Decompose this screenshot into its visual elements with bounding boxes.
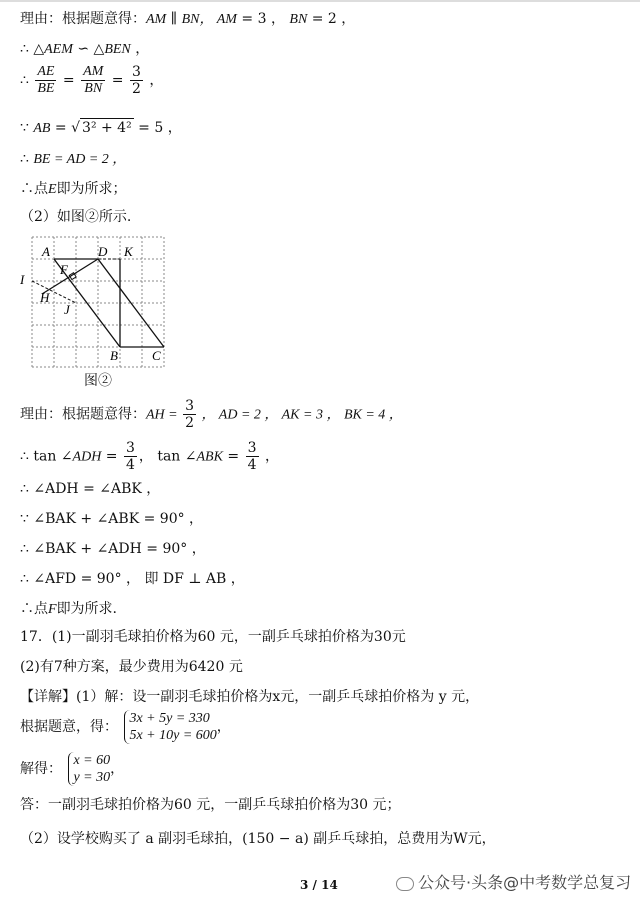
segment-dc <box>98 259 164 347</box>
part2-line: （2）如图②所示. <box>20 209 132 225</box>
label-h: H <box>40 290 50 305</box>
ratio-line: ∴ $\frac{AE}{BE}$ = $\frac{AM}{BN}$ = $\frac{3}{2}$ ， <box>20 64 164 97</box>
label-i: I <box>20 272 25 287</box>
point-e-line: ∴点E即为所求； <box>20 181 127 197</box>
label-k: K <box>124 244 133 259</box>
equal-angles-line: ∴ ∠ADH = ∠ABK ， <box>20 481 161 497</box>
label-j: J <box>64 302 70 317</box>
label-d: D <box>98 244 108 259</box>
system-1: 根据题意，得： 3x + 5y = 330 5x + 10y = 600 ， <box>20 711 231 743</box>
sum-90-line: ∴ ∠BAK + ∠ADH = 90° ， <box>20 541 206 557</box>
reason-line-2: 理由：根据题意得：AH = $\frac{3}{2}$ ， AD = 2 ， AK = 3 ， BK = 4 ， <box>20 398 403 431</box>
reason-line-1: 理由：根据题意得：AM ∥ BN， AM = 3 ， BN = 2 ， <box>20 11 356 27</box>
answer-line: 答：一副羽毛球拍价格为60 元，一副乒乓球拍价格为30 元； <box>20 797 401 813</box>
label-b: B <box>110 348 118 363</box>
tan-line: ∴ tan ∠ADH = $\frac{3}{4}$ ， tan ∠ABK = $\frac{3}{4}$ ， <box>20 440 279 473</box>
figure-2 <box>20 232 180 392</box>
watermark: 公众号·头条@中考数学总复习 <box>396 870 631 893</box>
top-rule <box>0 0 640 2</box>
label-a: A <box>42 244 50 259</box>
be-line: ∴ BE = AD = 2 ， <box>20 151 127 167</box>
since-90-line: ∵ ∠BAK + ∠ABK = 90° ， <box>20 511 204 527</box>
q17-answer-2: (2)有7种方案，最少费用为6420 元 <box>20 659 243 675</box>
detail-line: 【详解】(1）解：设一副羽毛球拍价格为x元，一副乒乓球拍价格为 y 元， <box>20 689 480 705</box>
ab-line: ∵ AB = √ 3² + 4² = 5 ， <box>20 120 182 136</box>
q17-answer-1: 17．(1)一副羽毛球拍价格为60 元，一副乒乓球拍价格为30元 <box>20 629 406 645</box>
wechat-icon <box>396 877 414 891</box>
figure-caption: 图② <box>84 373 112 389</box>
segment-ij <box>32 281 76 303</box>
page-number: 3 / 14 <box>300 878 338 892</box>
similar-triangles-line: ∴ △AEM ∽ △BEN ， <box>20 41 150 57</box>
label-c: C <box>152 348 161 363</box>
label-f: F <box>60 262 68 277</box>
system-2: 解得： x = 60 y = 30 ， <box>20 753 125 785</box>
part2b-line: （2）设学校购买了 a 副羽毛球拍，(150 − a) 副乒乓球拍，总费用为W元， <box>20 831 496 847</box>
point-f-line: ∴点F即为所求. <box>20 601 118 617</box>
afd-line: ∴ ∠AFD = 90° ， 即 DF ⊥ AB ， <box>20 571 245 587</box>
